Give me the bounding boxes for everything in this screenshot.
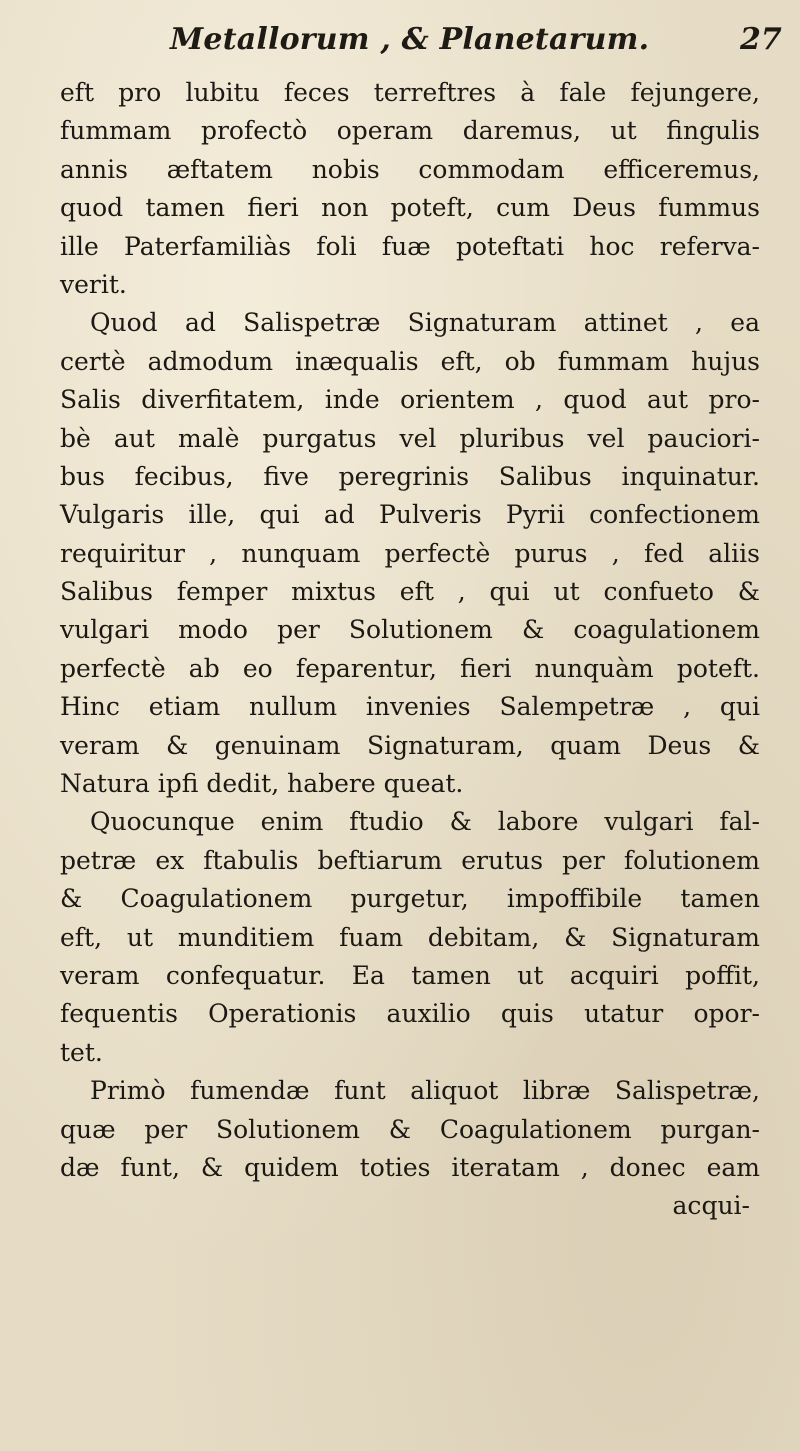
text-line: petræ ex ftabulis beftiarum erutus per folutionem: [60, 845, 760, 875]
text-line: veram & genuinam Signaturam, quam Deus &: [60, 730, 760, 760]
text-line: & Coagulationem purgetur, impoffibile tamen: [60, 884, 760, 914]
paragraph-start-line: Quod ad Salispetræ Signaturam attinet , ea: [90, 308, 760, 338]
text-line: dæ funt, & quidem toties iteratam , donec eam: [60, 1152, 760, 1182]
text-line: Vulgaris ille, qui ad Pulveris Pyrii confectionem: [60, 500, 760, 530]
body-text: [60, 74, 760, 1226]
text-line: Hinc etiam nullum invenies Salempetræ , qui: [60, 692, 760, 722]
catchword: acqui-: [672, 1191, 750, 1221]
text-line: eft pro lubitu feces terreftres à fale fejungere,: [60, 78, 760, 107]
paragraph-start-line: Primò fumendæ funt aliquot libræ Salispetræ,: [90, 1076, 760, 1106]
text-line: bus fecibus, five peregrinis Salibus inquinatur.: [60, 461, 760, 491]
running-head: [0, 22, 800, 66]
text-line: Salis diverfitatem, inde orientem , quod aut pro-: [60, 385, 760, 415]
page-number: 27: [740, 22, 782, 57]
text-line: quæ per Solutionem & Coagulationem purgan-: [60, 1114, 760, 1144]
text-line: eft, ut munditiem fuam debitam, & Signaturam: [60, 922, 760, 952]
text-line: Salibus femper mixtus eft , qui ut confueto &: [60, 577, 760, 607]
text-line: bè aut malè purgatus vel pluribus vel pauciori-: [60, 423, 760, 453]
text-line: vulgari modo per Solutionem & coagulationem: [60, 615, 760, 645]
text-line: perfectè ab eo feparentur, fieri nunquàm poteft.: [60, 653, 760, 683]
text-line: requiritur , nunquam perfectè purus , fed aliis: [60, 538, 760, 568]
text-line: tet.: [60, 1037, 103, 1067]
text-line: annis æftatem nobis commodam efficeremus,: [60, 154, 760, 184]
text-line: Natura ipfi dedit, habere queat.: [60, 769, 464, 799]
paragraph-start-line: Quocunque enim ftudio & labore vulgari fal-: [90, 807, 760, 837]
text-line: certè admodum inæqualis eft, ob fummam hujus: [60, 346, 760, 376]
text-line: veram confequatur. Ea tamen ut acquiri poffit,: [60, 960, 760, 990]
text-line: fummam profectò operam daremus, ut fingulis: [60, 116, 760, 146]
text-line: verit.: [60, 269, 127, 299]
text-line: quod tamen fieri non poteft, cum Deus fummus: [60, 193, 760, 223]
text-line: ille Paterfamiliàs foli fuæ poteftati hoc referva-: [60, 231, 760, 261]
text-line: fequentis Operationis auxilio quis utatur opor-: [60, 999, 760, 1029]
running-title: Metallorum , & Planetarum.: [170, 22, 650, 57]
